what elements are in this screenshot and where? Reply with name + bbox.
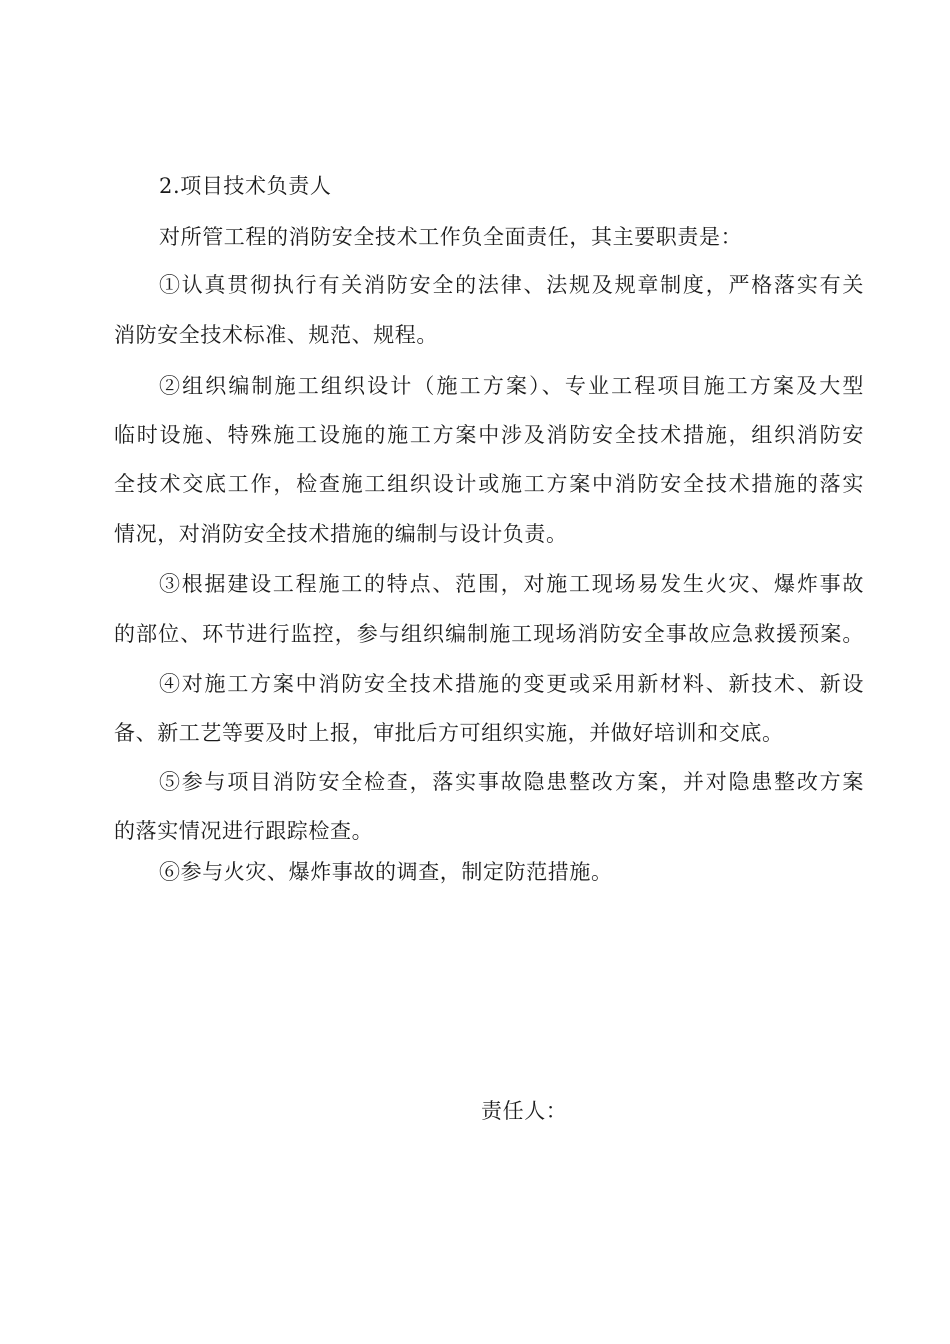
duty-item-3-line-2: 的部位、环节进行监控，参与组织编制施工现场消防安全事故应急救援预案。	[114, 622, 864, 646]
duty-item-1-line-1: ①认真贯彻执行有关消防安全的法律、法规及规章制度，严格落实有关	[159, 273, 864, 297]
duty-item-2-line-1: ②组织编制施工组织设计（施工方案）、专业工程项目施工方案及大型	[159, 374, 864, 398]
signature-label: 责任人：	[481, 1099, 568, 1123]
duty-item-1-line-2: 消防安全技术标准、规范、规程。	[114, 323, 438, 347]
duty-item-5-line-2: 的落实情况进行跟踪检查。	[114, 819, 374, 843]
duty-item-6-line-1: ⑥参与火灾、爆炸事故的调查，制定防范措施。	[159, 860, 613, 884]
intro-paragraph: 对所管工程的消防安全技术工作负全面责任，其主要职责是：	[159, 225, 743, 249]
section-title: 2.项目技术负责人	[159, 174, 332, 198]
duty-item-2-line-3: 全技术交底工作，检查施工组织设计或施工方案中消防安全技术措施的落实	[114, 472, 864, 496]
duty-item-3-line-1: ③根据建设工程施工的特点、范围，对施工现场易发生火灾、爆炸事故	[159, 572, 864, 596]
duty-item-5-line-1: ⑤参与项目消防安全检查，落实事故隐患整改方案，并对隐患整改方案	[159, 770, 864, 794]
duty-item-4-line-2: 备、新工艺等要及时上报，审批后方可组织实施，并做好培训和交底。	[114, 721, 784, 745]
duty-item-2-line-4: 情况，对消防安全技术措施的编制与设计负责。	[114, 522, 568, 546]
duty-item-4-line-1: ④对施工方案中消防安全技术措施的变更或采用新材料、新技术、新设	[159, 672, 864, 696]
duty-item-2-line-2: 临时设施、特殊施工设施的施工方案中涉及消防安全技术措施，组织消防安	[114, 423, 864, 447]
